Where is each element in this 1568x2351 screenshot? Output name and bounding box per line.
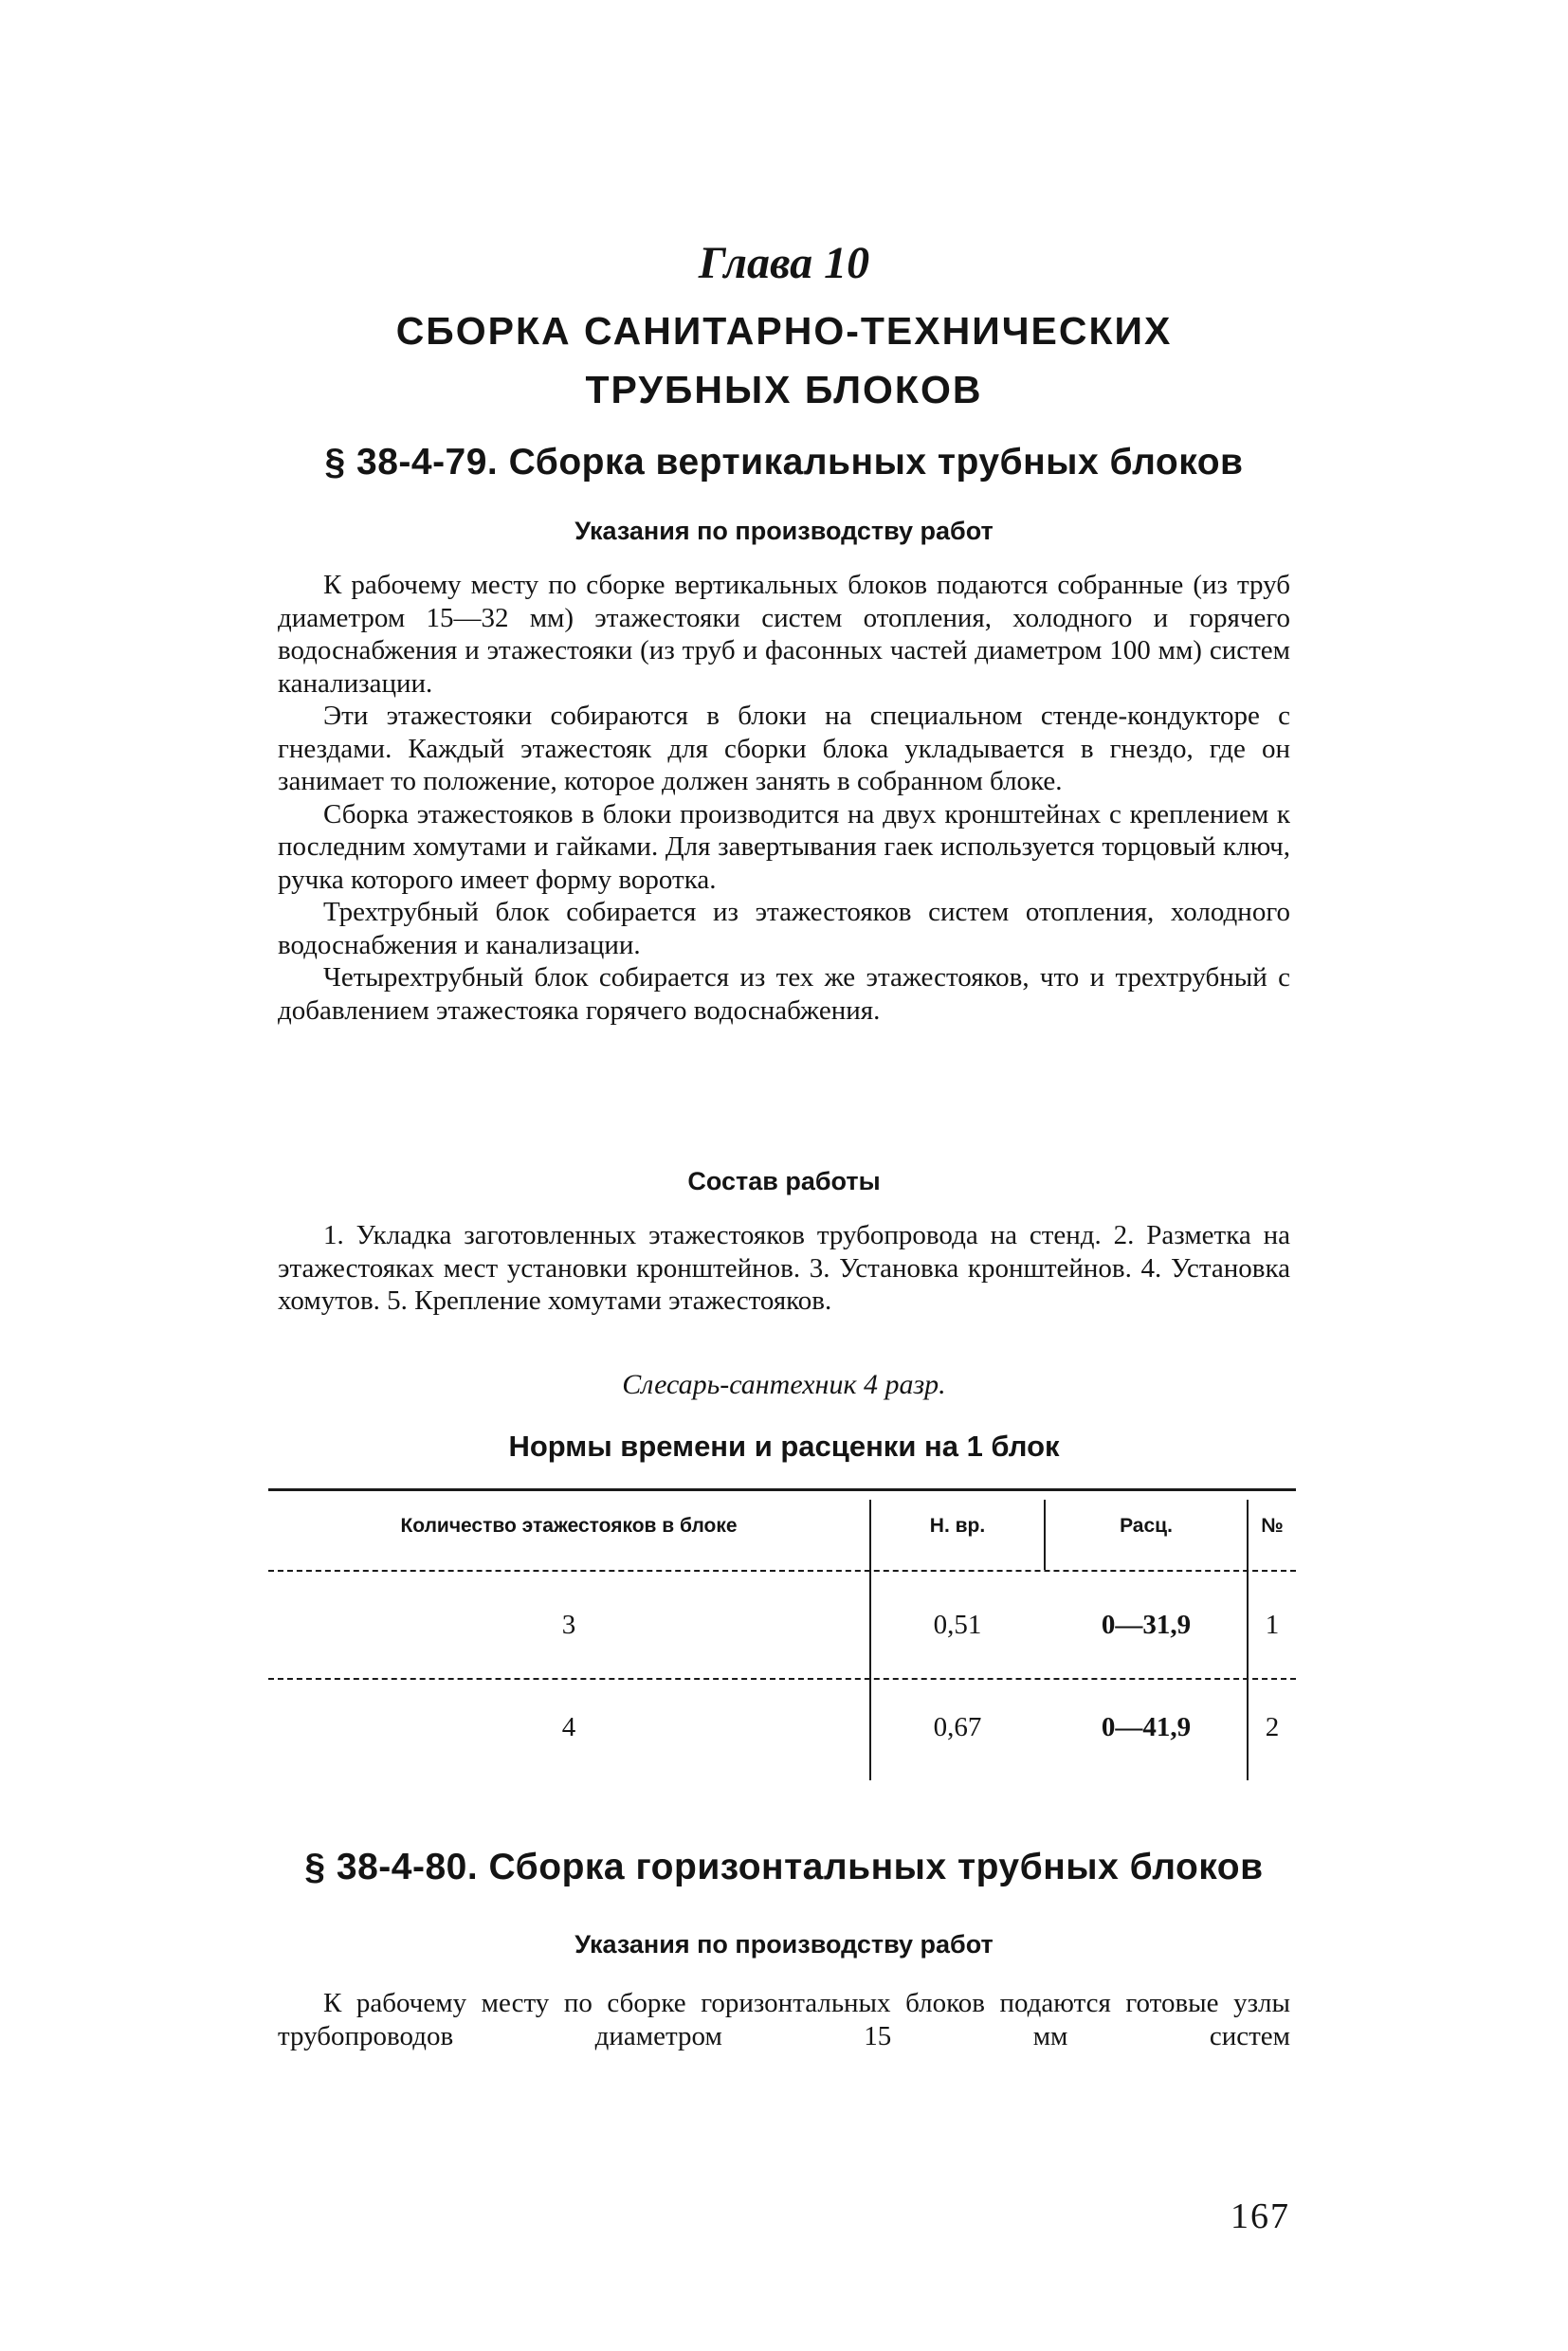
table-header-rule [268, 1570, 1296, 1572]
chapter-label: Глава 10 [698, 238, 870, 288]
chapter-title-line2: ТРУБНЫХ БЛОКОВ [585, 368, 983, 411]
work-heading: Состав работы [687, 1167, 881, 1195]
paragraph: К рабочему месту по сборке вертикальных блоков подаются собранные (из труб диаметром 15—32 мм) этажестояки систем отопления, холодного и горячего водоснабжения и этажестояки (из труб и фасонных частей диаметром 100 мм) систем канализации. [278, 570, 1290, 699]
chapter-title-line1: СБОРКА САНИТАРНО-ТЕХНИЧЕСКИХ [395, 309, 1173, 353]
norms-table [268, 1488, 1296, 1784]
table-top-rule [268, 1488, 1296, 1491]
norms-title: Нормы времени и расценки на 1 блок [508, 1430, 1060, 1463]
cell-time: 0,51 [933, 1610, 982, 1640]
page-number: 167 [1231, 2196, 1290, 2236]
paragraph: К рабочему месту по сборке горизонтальных блоков подаются готовые узлы трубопроводов диаметром 15 мм систем [278, 1988, 1290, 2051]
header-time: Н. вр. [929, 1515, 986, 1537]
worker-grade: Слесарь-сантехник 4 разр. [622, 1369, 946, 1400]
cell-count: 4 [561, 1712, 576, 1742]
instructions-text [278, 569, 1290, 1027]
paragraph: Четырехтрубный блок собирается из тех же этажестояков, что и трехтрубный с добавлением этажестояка горячего водоснабжения. [278, 962, 1290, 1026]
paragraph: Сборка этажестояков в блоки производится на двух кронштейнах с креплением к последним хомутами и гайками. Для завертывания гаек используется торцовый ключ, ручка которого имеет форму воротка. [278, 798, 1290, 895]
cell-rate: 0—31,9 [1101, 1610, 1192, 1640]
table-row-rule [268, 1678, 1296, 1680]
cell-count: 3 [561, 1610, 576, 1640]
work-text-block [278, 1219, 1290, 1318]
section-title-38-4-79: § 38-4-79. Сборка вертикальных трубных блоков [324, 442, 1244, 483]
paragraph: Эти этажестояки собираются в блоки на специальном стенде-кондукторе с гнездами. Каждый этажестояк для сборки блока укладывается в гнездо, где он занимает то положение, которое должен занять в собранном блоке. [278, 701, 1290, 796]
chapter-title [0, 301, 1568, 419]
cell-time: 0,67 [933, 1712, 982, 1742]
section2-text [278, 1987, 1290, 2052]
instructions-heading-2: Указания по производству работ [574, 1930, 994, 1959]
instructions-heading: Указания по производству работ [574, 517, 994, 545]
paragraph: Трехтрубный блок собирается из этажестояков систем отопления, холодного водоснабжения и канализации. [278, 897, 1290, 960]
header-count: Количество этажестояков в блоке [400, 1515, 738, 1537]
cell-rate: 0—41,9 [1101, 1712, 1192, 1742]
header-number: № [1261, 1515, 1284, 1537]
cell-number: 2 [1265, 1712, 1280, 1742]
section-title-38-4-80: § 38-4-80. Сборка горизонтальных трубных блоков [304, 1847, 1264, 1887]
cell-number: 1 [1265, 1610, 1280, 1640]
header-rate: Расц. [1120, 1515, 1173, 1537]
work-text: 1. Укладка заготовленных этажестояков трубопровода на стенд. 2. Разметка на этажестояках мест установки кронштейнов. 3. Установка кронштейнов. 4. Установка хомутов. 5. Крепление хомутами этажестояков. [278, 1220, 1290, 1316]
